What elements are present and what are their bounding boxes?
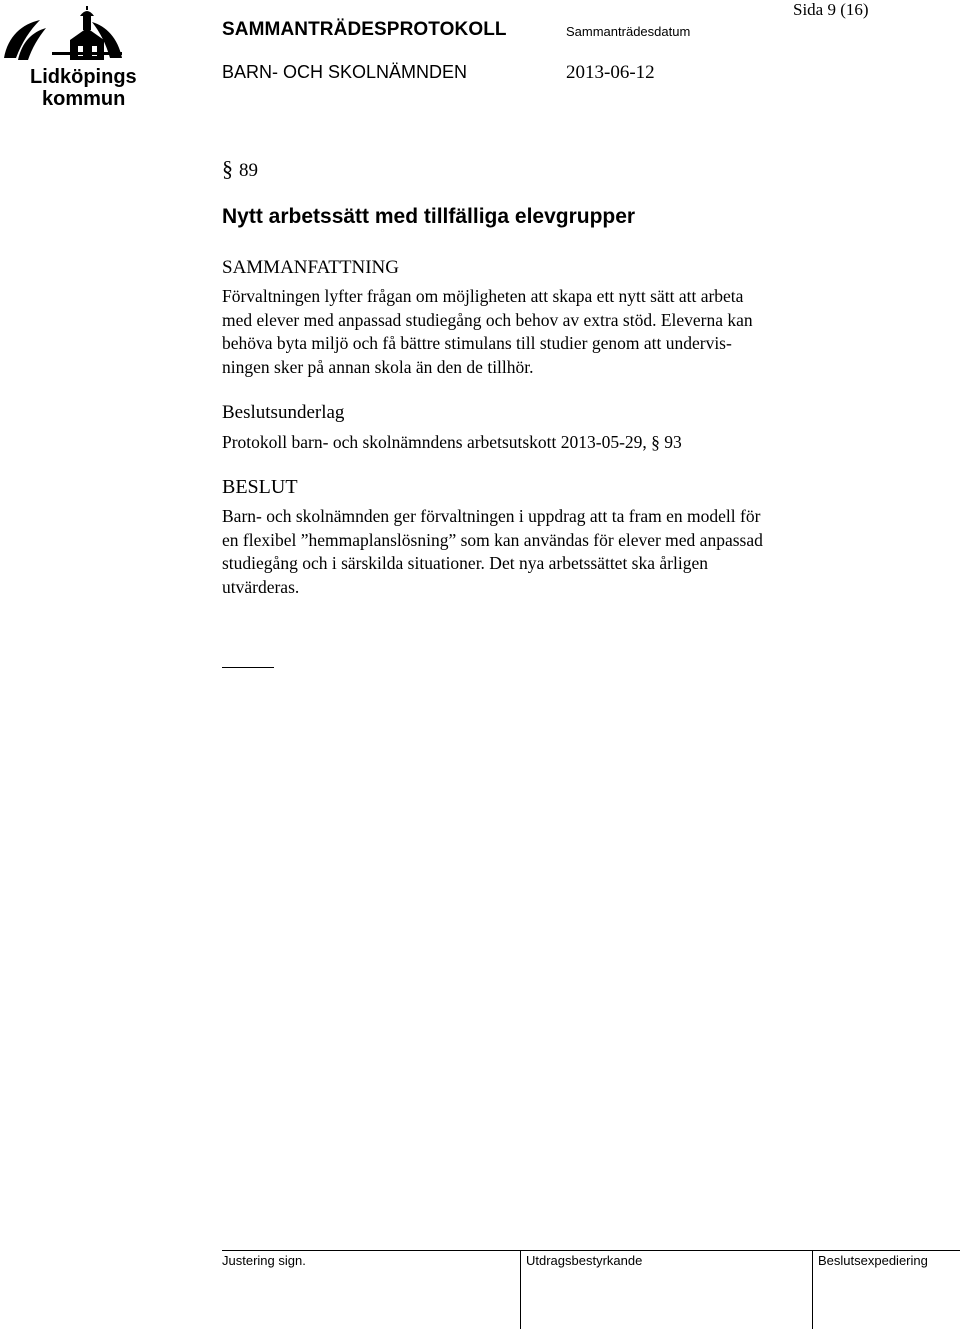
footer-dispatch-label: Beslutsexpediering bbox=[818, 1253, 928, 1268]
logo-name-line2: kommun bbox=[42, 88, 126, 110]
protocol-title: SAMMANTRÄDESPROTOKOLL bbox=[222, 19, 507, 40]
footer-divider bbox=[520, 1250, 521, 1329]
summary-text bbox=[222, 285, 872, 379]
basis-heading: Beslutsunderlag bbox=[222, 402, 345, 423]
summary-line: Förvaltningen lyfter frågan om möjligheten att skapa ett nytt sätt att arbeta bbox=[222, 286, 744, 306]
decision-line: Barn- och skolnämnden ger förvaltningen i uppdrag att ta fram en modell för bbox=[222, 506, 761, 526]
item-title: Nytt arbetssätt med tillfälliga elevgrupper bbox=[222, 205, 636, 228]
summary-line: med elever med anpassad studiegång och behov av extra stöd. Eleverna kan bbox=[222, 309, 753, 330]
meeting-date-label: Sammanträdesdatum bbox=[566, 24, 691, 39]
municipality-logo bbox=[0, 6, 137, 110]
church-emblem-icon bbox=[0, 6, 130, 66]
decision-line: studiegång och i särskilda situationer. Det nya arbetssättet ska årligen bbox=[222, 553, 708, 573]
footer-extract-label: Utdragsbestyrkande bbox=[526, 1253, 643, 1268]
section-number bbox=[222, 156, 258, 182]
meeting-date: 2013-06-12 bbox=[566, 62, 655, 83]
summary-line: ningen sker på annan skola än den de tillhör. bbox=[222, 356, 534, 377]
page-indicator: Sida 9 (16) bbox=[793, 0, 869, 19]
section-symbol: § bbox=[222, 156, 233, 181]
basis-text bbox=[222, 431, 872, 455]
decision-heading: BESLUT bbox=[222, 476, 298, 498]
committee-name: BARN- OCH SKOLNÄMNDEN bbox=[222, 62, 468, 82]
section-number-value: 89 bbox=[239, 160, 258, 181]
summary-heading: SAMMANFATTNING bbox=[222, 257, 399, 278]
footer-divider bbox=[812, 1250, 813, 1329]
decision-line: utvärderas. bbox=[222, 576, 300, 597]
end-of-section-rule bbox=[222, 667, 274, 668]
footer-signature-label: Justering sign. bbox=[222, 1253, 306, 1268]
basis-line: Protokoll barn- och skolnämndens arbetsutskott 2013-05-29, § 93 bbox=[222, 432, 682, 452]
decision-line: en flexibel ”hemmaplanslösning” som kan användas för elever med anpassad bbox=[222, 529, 763, 550]
summary-line: behöva byta miljö och få bättre stimulans till studier genom att undervis- bbox=[222, 333, 732, 353]
decision-text bbox=[222, 505, 872, 599]
logo-name-line1: Lidköpings bbox=[30, 66, 137, 88]
footer-rule bbox=[222, 1250, 960, 1251]
